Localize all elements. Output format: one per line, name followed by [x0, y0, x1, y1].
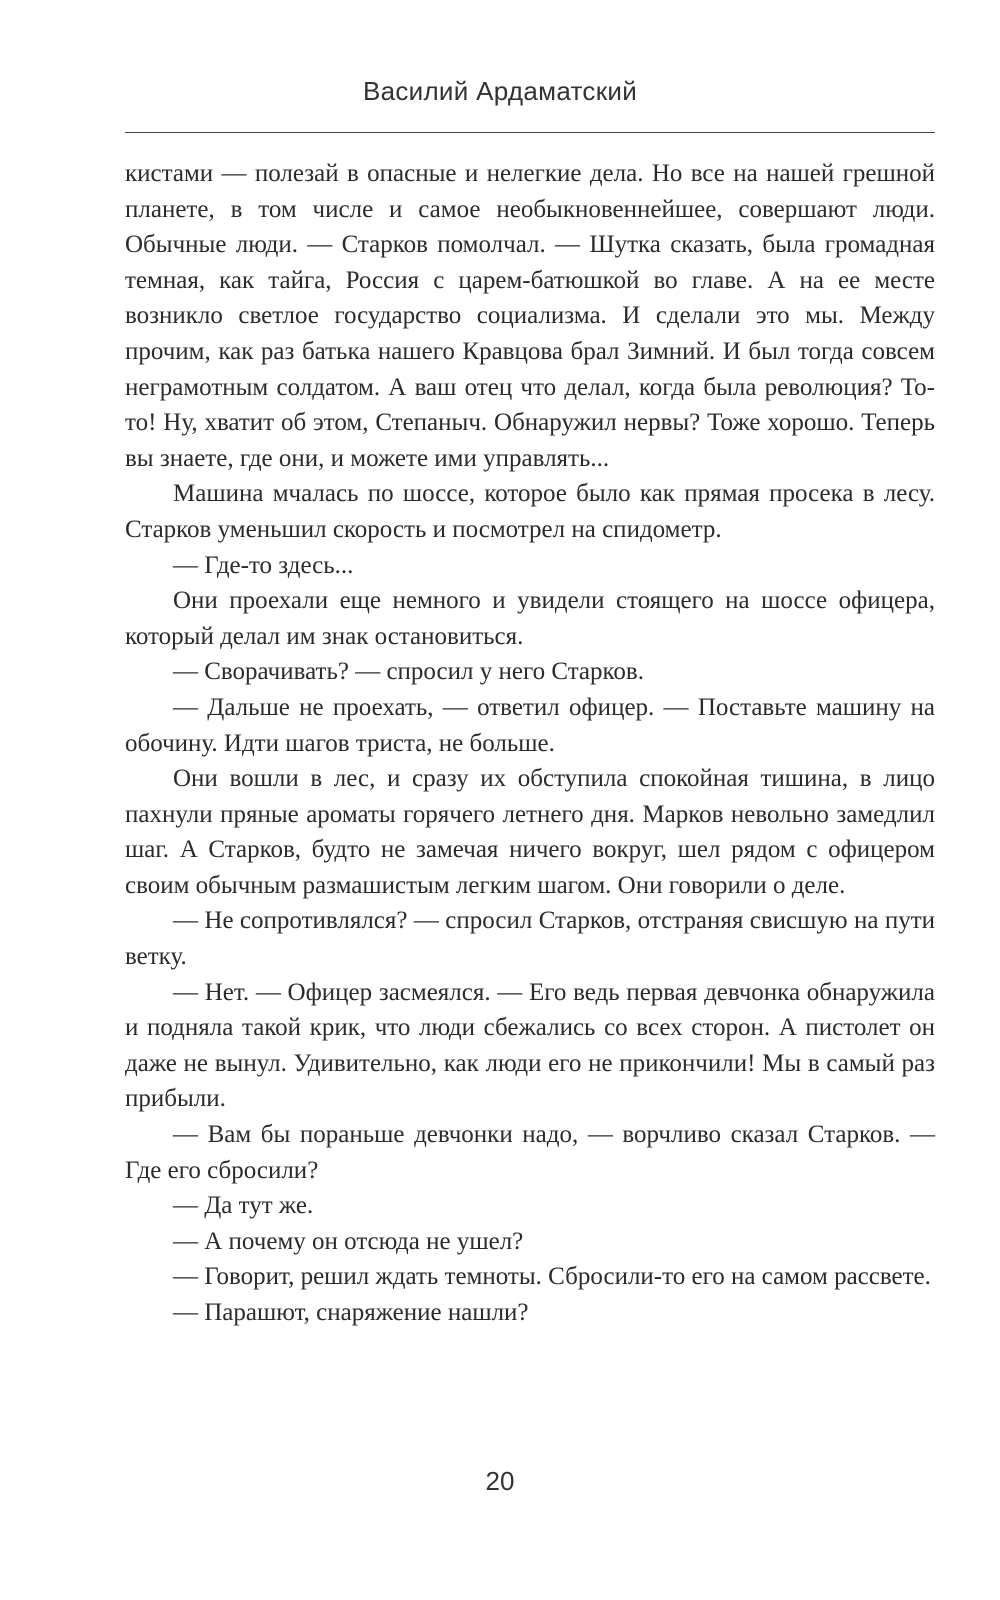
- page-number: 20: [485, 1466, 515, 1496]
- paragraph: Машина мчалась по шоссе, которое было как прямая просека в лесу. Старков уменьшил скорость и посмотрел на спидометр.: [125, 480, 935, 543]
- paragraph: Они вошли в лес, и сразу их обступила спокойная тишина, в лицо пахнули пряные ароматы горячего летнего дня. Марков невольно замедлил шаг. А Старков, будто не замечая ничего вокруг, шел рядом с офицером своим обычным размашистым легким шагом. Они говорили о деле.: [125, 765, 935, 899]
- paragraph: — Парашют, снаряжение нашли?: [173, 1299, 529, 1326]
- paragraph: — Где-то здесь...: [173, 551, 354, 579]
- paragraph: кистами — полезай в опасные и нелегкие дела. Но все на нашей грешной планете, в том числе и самое необыкновеннейшее, совершают люди. Обычные люди. — Старков помолчал. — Шутка сказать, была громадная темная, как тайга, Россия с царем-батюшкой во главе. А на ее месте возникло светлое государство социализма. И сделали это мы. Между прочим, как раз батька нашего Кравцова брал Зимний. И был тогда совсем неграмотным солдатом. А ваш отец что делал, когда была революция? То-то! Ну, хватит об этом, Степаныч. Обнаружил нервы? Тоже хорошо. Теперь вы знаете, где они, и можете ими управлять...: [125, 160, 935, 472]
- paragraph: — Не сопротивлялся? — спросил Старков, отстраняя свисшую на пути ветку.: [125, 907, 935, 971]
- paragraph: — Сворачивать? — спросил у него Старков.: [173, 658, 644, 686]
- paragraph: — А почему он отсюда не ушел?: [173, 1227, 524, 1255]
- paragraph: — Нет. — Офицер засмеялся. — Его ведь первая девчонка обнаружила и подняла такой крик, что люди сбежались со всех сторон. А пистолет он даже не вынул. Удивительно, как люди его не прикончили! Мы в самый раз прибыли.: [125, 978, 935, 1113]
- paragraph: — Говорит, решил ждать темноты. Сбросили-то его на самом рассвете.: [173, 1263, 931, 1291]
- paragraph: — Вам бы пораньше девчонки надо, — ворчливо сказал Старков. — Где его сбросили?: [125, 1121, 935, 1184]
- running-head-author: Василий Ардаматский: [362, 76, 638, 106]
- body-text: [125, 156, 935, 1331]
- paragraph: — Дальше не проехать, — ответил офицер. — Поставьте машину на обочину. Идти шагов триста, не больше.: [125, 693, 935, 757]
- paragraph: — Да тут же.: [173, 1192, 314, 1220]
- paragraph: Они проехали еще немного и увидели стоящего на шоссе офицера, который делал им знак остановиться.: [125, 587, 935, 650]
- header-rule: [125, 132, 935, 133]
